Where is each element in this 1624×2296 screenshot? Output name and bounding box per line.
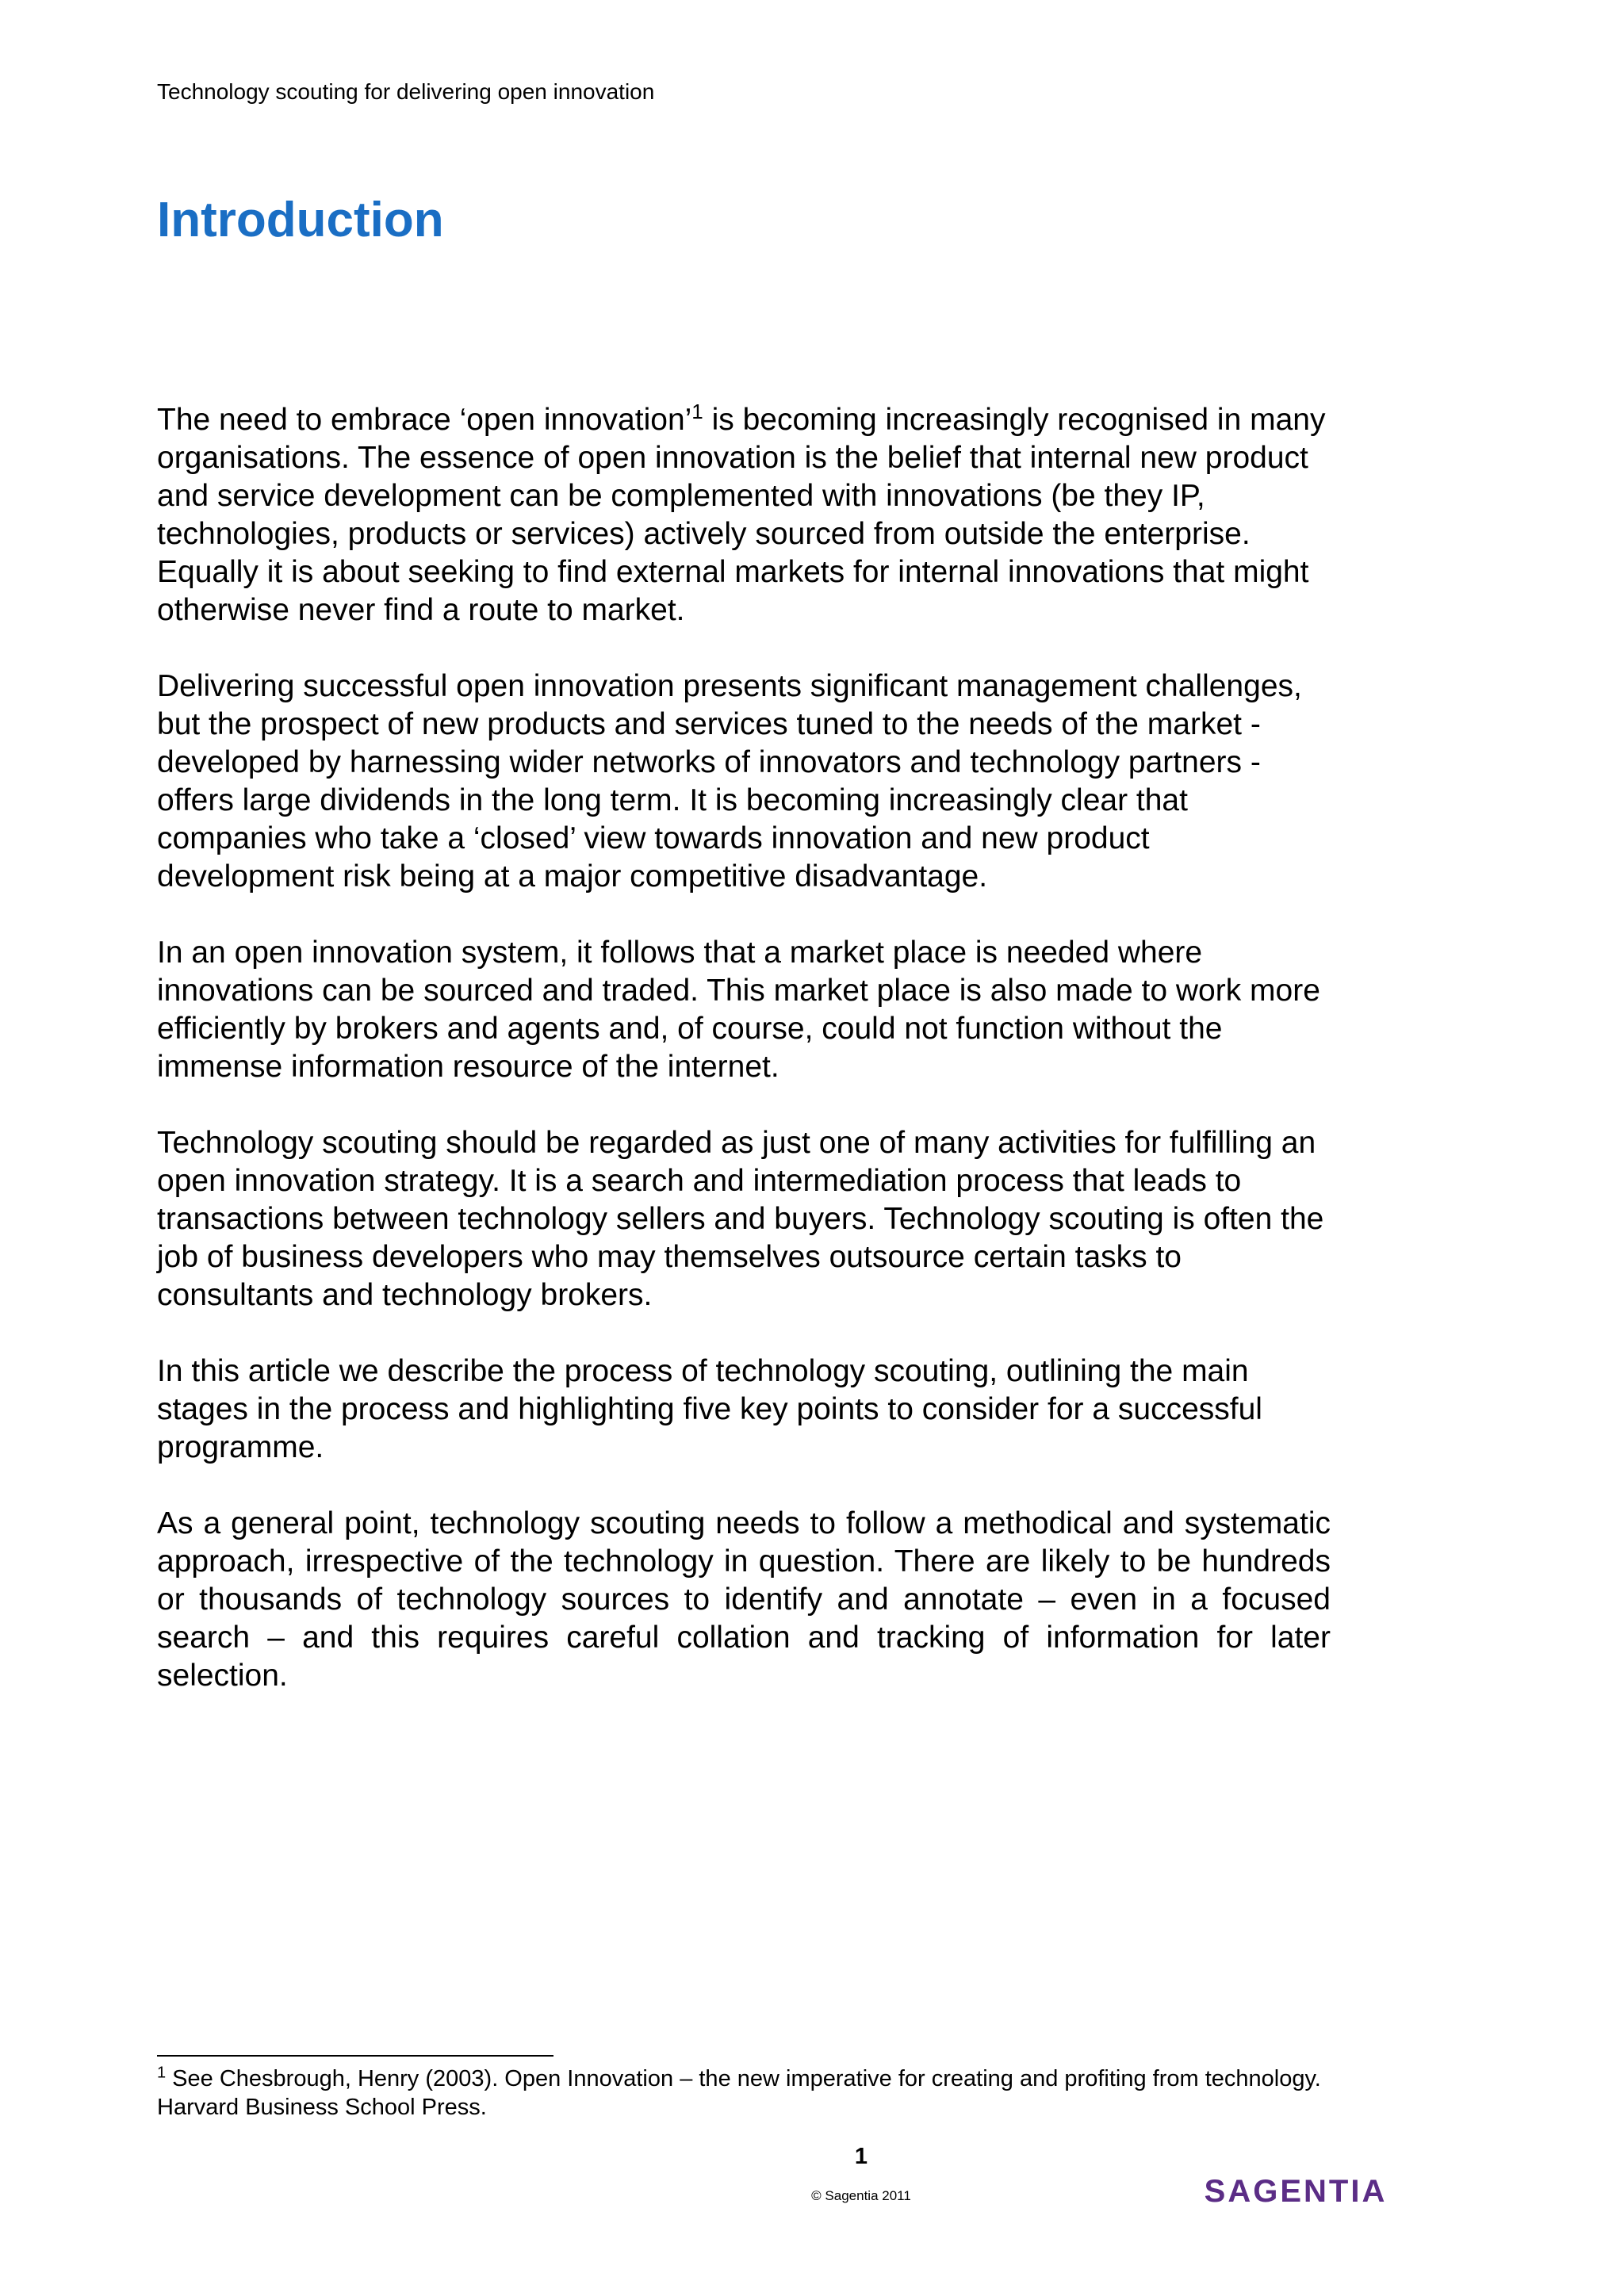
footnote	[157, 2064, 1331, 2122]
copyright-notice: © Sagentia 2011	[811, 2188, 911, 2203]
paragraph-1-start: The need to embrace ‘open innovation’	[157, 403, 692, 437]
footnote-separator	[157, 2055, 553, 2057]
footnote-reference[interactable]: 1	[691, 400, 703, 423]
footnote-number: 1	[157, 2064, 167, 2082]
footnote-text: See Chesbrough, Henry (2003). Open Innovation – the new imperative for creating and profiting from technology. Harvard Business School Press.	[157, 2066, 1321, 2120]
running-header: Technology scouting for delivering open innovation	[157, 79, 655, 104]
paragraph-6: As a general point, technology scouting needs to follow a methodical and systematic approach, irrespective of the technology in question. There are likely to be hundreds or thousands of technology sources to identify and annotate – even in a focused search – and this requires careful collation and tracking of information for later selection.	[157, 1506, 1331, 1693]
paragraph-5: In this article we describe the process of technology scouting, outlining the main stages in the process and highlighting five key points to consider for a successful programme.	[157, 1354, 1262, 1464]
logo-wordmark: SAGENTIA	[1204, 2174, 1388, 2209]
page-number: 1	[854, 2144, 868, 2169]
paragraph-4: Technology scouting should be regarded as just one of many activities for fulfilling an open innovation strategy. It is a search and intermediation process that leads to transactions between technology sellers and buyers. Technology scouting is often the job of business developers who may themselves outsource certain tasks to consultants and technology brokers.	[157, 1126, 1324, 1312]
paragraph-3: In an open innovation system, it follows that a market place is needed where innovations can be sourced and traded. This market place is also made to work more efficiently by brokers and agents and, of course, could not function without the immense information resource of the internet.	[157, 936, 1320, 1084]
paragraph-1-rest: is becoming increasingly recognised in many organisations. The essence of open innovation is the belief that internal new product and service development can be complemented with innovations (be they IP, technologies, products or services) actively sourced from outside the enterprise. Equally it is about seeking to find external markets for internal innovations that might otherwise never find a route to market.	[157, 403, 1326, 627]
paragraph-1	[157, 401, 1331, 629]
paragraph-2: Delivering successful open innovation presents significant management challenges, but the prospect of new products and services tuned to the needs of the market - developed by harnessing wider networks of innovators and technology partners - offers large dividends in the long term. It is becoming increasingly clear that companies who take a ‘closed’ view towards innovation and new product development risk being at a major competitive disadvantage.	[157, 669, 1302, 894]
page-title: Introduction	[157, 193, 444, 247]
body-text	[157, 401, 1331, 1695]
sagentia-logo	[1185, 2164, 1407, 2212]
